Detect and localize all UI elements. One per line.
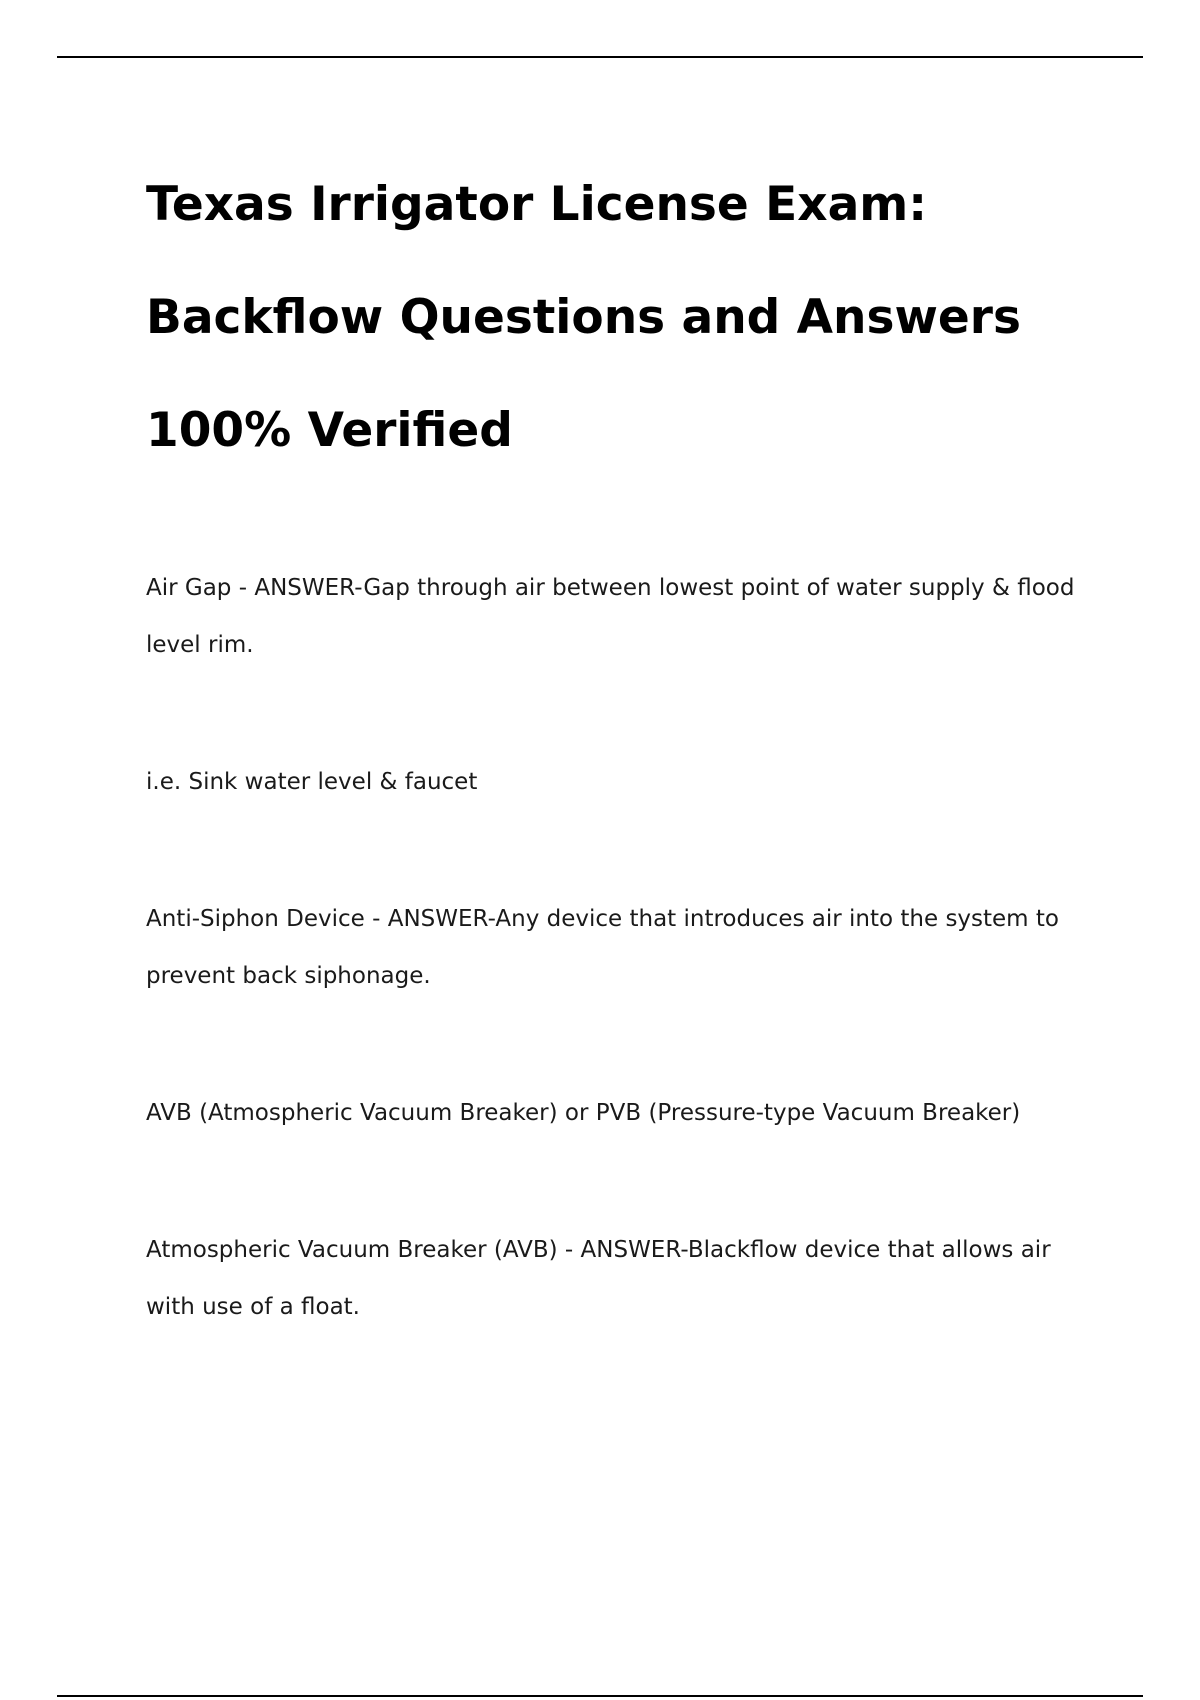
qa-entry-avb-pvb: AVB (Atmospheric Vacuum Breaker) or PVB (Pressure-type Vacuum Breaker) [146, 1100, 1021, 1126]
title-line-2: Backflow Questions and Answers [146, 290, 1021, 345]
qa-entry-air-gap: Air Gap - ANSWER-Gap through air between lowest point of water supply & flood level rim. [146, 575, 1075, 658]
qa-entry-atmospheric-vacuum-breaker: Atmospheric Vacuum Breaker (AVB) - ANSWER-Blackflow device that allows air with use of a float. [146, 1237, 1051, 1320]
top-divider [57, 56, 1143, 58]
qa-entry-anti-siphon: Anti-Siphon Device - ANSWER-Any device that introduces air into the system to prevent back siphonage. [146, 906, 1059, 989]
qa-entry-example: i.e. Sink water level & faucet [146, 769, 478, 795]
title-line-1: Texas Irrigator License Exam: [146, 177, 928, 232]
title-line-3: 100% Verified [146, 403, 513, 458]
bottom-divider [57, 1695, 1143, 1697]
page-title [146, 148, 1106, 487]
